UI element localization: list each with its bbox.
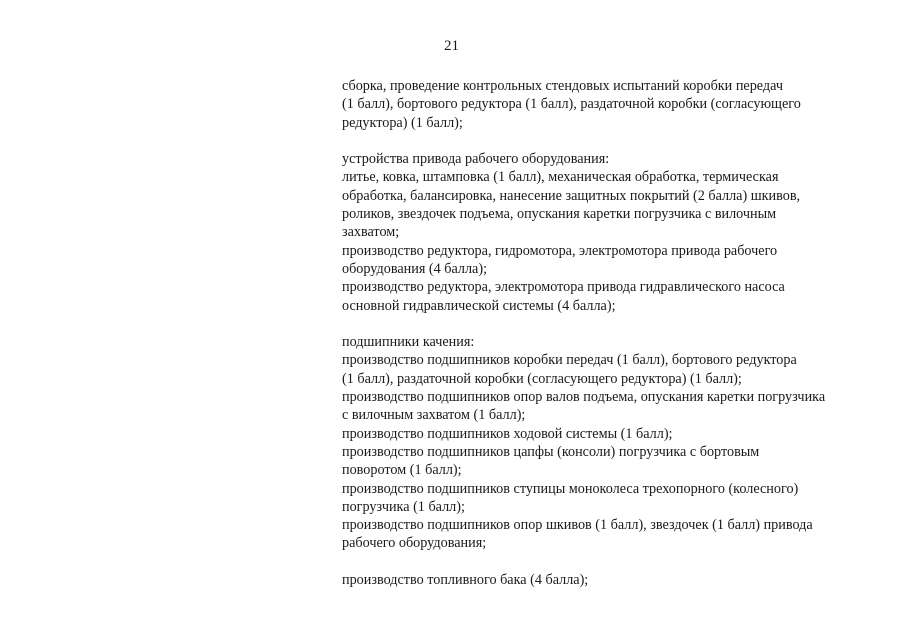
paragraph-work-equipment-drive	[342, 150, 872, 315]
paragraph-assembly-testing	[342, 77, 872, 132]
text-line: с вилочным захватом (1 балл);	[342, 407, 526, 424]
text-line: основной гидравлической системы (4 балла);	[342, 297, 616, 314]
text-line: устройства привода рабочего оборудования:	[342, 151, 610, 168]
text-line: (1 балл), раздаточной коробки (согласующего редуктора) (1 балл);	[342, 370, 742, 387]
text-line: производство редуктора, электромотора привода гидравлического насоса	[342, 279, 785, 296]
text-line: производство редуктора, гидромотора, электромотора привода рабочего	[342, 242, 778, 259]
text-line: подшипники качения:	[342, 334, 475, 351]
text-line: захватом;	[342, 224, 400, 241]
text-line: роликов, звездочек подъема, опускания каретки погрузчика с вилочным	[342, 206, 777, 223]
text-line: производство подшипников ступицы моноколеса трехопорного (колесного)	[342, 480, 799, 497]
paragraph-fuel-tank	[342, 571, 872, 589]
text-line: производство подшипников опор валов подъема, опускания каретки погрузчика	[342, 389, 826, 406]
text-line: оборудования (4 балла);	[342, 260, 488, 277]
text-line: производство топливного бака (4 балла);	[342, 572, 589, 589]
text-line: рабочего оборудования;	[342, 535, 487, 552]
text-line: сборка, проведение контрольных стендовых испытаний коробки передач	[342, 78, 784, 94]
page-number: 21	[444, 38, 459, 54]
text-line: обработка, балансировка, нанесение защитных покрытий (2 балла) шкивов,	[342, 187, 801, 204]
text-line: литье, ковка, штамповка (1 балл), механическая обработка, термическая	[342, 169, 779, 186]
text-line: производство подшипников цапфы (консоли) погрузчика с бортовым	[342, 443, 760, 460]
text-line: (1 балл), бортового редуктора (1 балл), раздаточной коробки (согласующего	[342, 96, 801, 113]
text-line: производство подшипников опор шкивов (1 балл), звездочек (1 балл) привода	[342, 517, 813, 534]
text-line: производство подшипников коробки передач (1 балл), бортового редуктора	[342, 352, 797, 369]
text-line: производство подшипников ходовой системы (1 балл);	[342, 425, 673, 442]
text-line: поворотом (1 балл);	[342, 462, 462, 479]
text-line: редуктора) (1 балл);	[342, 114, 463, 131]
paragraph-rolling-bearings	[342, 333, 872, 553]
document-body	[342, 77, 872, 608]
text-line: погрузчика (1 балл);	[342, 498, 465, 515]
